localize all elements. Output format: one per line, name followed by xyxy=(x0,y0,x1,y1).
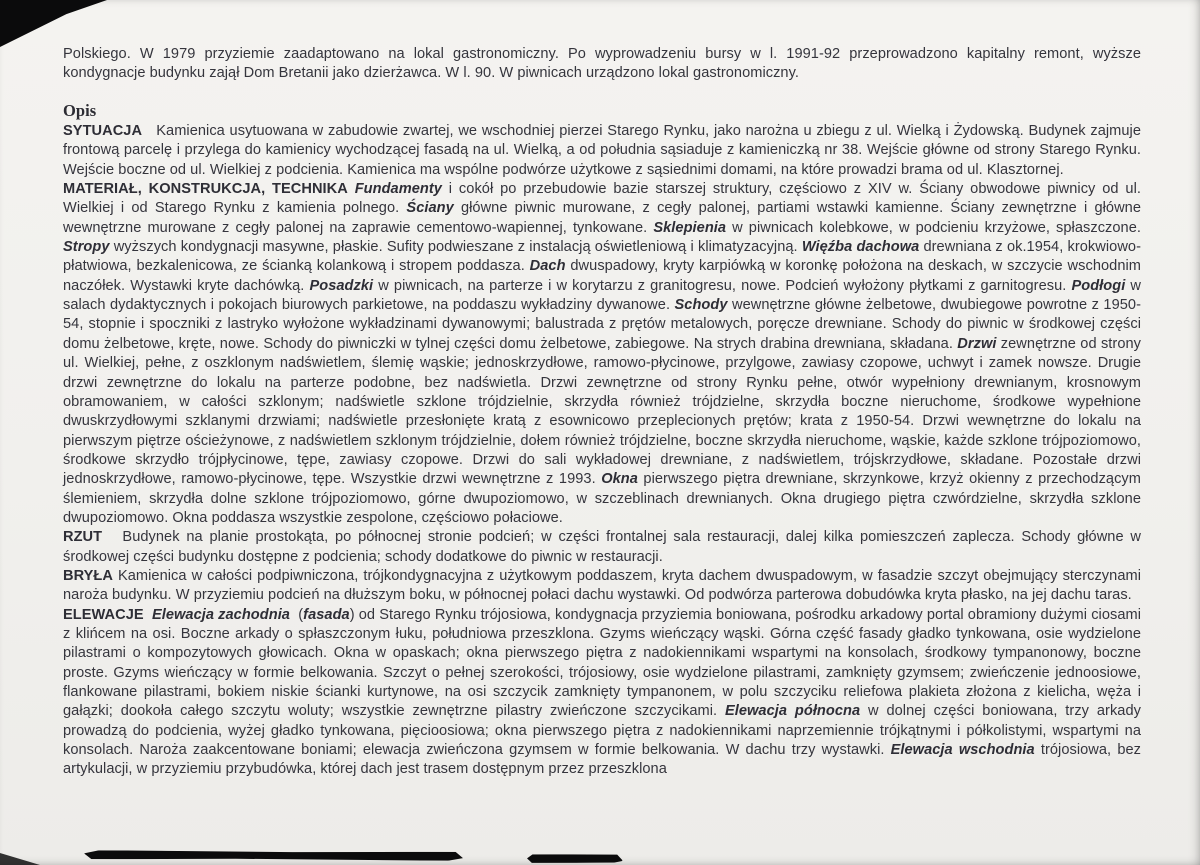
text-run: Stropy xyxy=(63,239,110,256)
sytuacja-paragraph xyxy=(63,122,1141,180)
text-run: MATERIAŁ, KONSTRUKCJA, TECHNIKA xyxy=(63,181,348,198)
text-run: Elewacja wschodnia xyxy=(890,742,1035,759)
text-run: w piwnicach kolebkowe, w podcieniu krzyżowe, spłaszczone. xyxy=(726,219,1141,236)
text-run: Sklepienia xyxy=(653,219,727,236)
text-run: Budynek na planie prostokąta, po północnej stronie podcień; w części frontalnej sala restauracji, dalej kilka pomieszczeń zaplecza. Schody główne w środkowej części budynku dostępne z podcienia; schody dodatkowe do piwnic w restauracji. xyxy=(63,529,1141,565)
text-run: Drzwi xyxy=(957,335,997,352)
text-run: SYTUACJA xyxy=(63,123,143,140)
text-run: wyższych kondygnacji masywne, płaskie. Sufity podwieszane z instalacją oświetleniową i klimatyzacyjną. xyxy=(109,239,802,256)
text-run: Podłogi xyxy=(1071,277,1126,294)
rzut-paragraph xyxy=(63,528,1141,567)
text-run: trójosiowa, bez artykulacji, w przyziemiu przybudówka, której dach jest trasem dostępnym przez przeszklona xyxy=(63,742,1141,778)
text-run: drewniana z ok.1954, krokwiowo-płatwiowa, bezkalenicowa, ze ścianką kolankową i stropem poddasza. xyxy=(63,239,1141,275)
bryla-paragraph xyxy=(63,567,1141,606)
text-run: Posadzki xyxy=(309,277,374,294)
text-run: Fundamenty xyxy=(354,181,442,198)
text-run xyxy=(144,607,152,623)
text-run: główne piwnic murowane, z cegły palonej, partiami wstawki kamienne. Ściany zewnętrzne i główne wewnętrzne murowane z cegły palonej na zaprawie cementowo-wapiennej, tynkowane. xyxy=(63,200,1141,236)
scan-artifact-bottom-streak-long xyxy=(84,850,463,861)
text-run: BRYŁA xyxy=(63,567,113,584)
text-run: Okna xyxy=(601,471,638,488)
opis-heading: Opis xyxy=(63,100,97,120)
text-run: i cokół po przebudowie bazie starszej struktury, częściowo z XIV w. Ściany obwodowe piwnicy od ul. Wielkiej i od Starego Rynku z kamienia polnego. xyxy=(63,181,1141,217)
scan-artifact-corner xyxy=(0,0,107,47)
text-run: ELEWACJE xyxy=(63,606,144,623)
text-run: Schody xyxy=(674,297,728,314)
text-run: ) od Starego Rynku trójosiowa, kondygnacja przyziemia boniowana, pośrodku arkadowy portal obramiony dużymi ciosami z klińcem na osi. Boczne arkady o spłaszczonym łuku, południowa przeszklona. Gzyms wieńczący wąski. Górna część fasady gładko tynkowana, osie wydzielone pilastrami o kompozytowych głowicach. Okna w opaskach; okna pierwszego piętra z nadokiennikami wspartymi na konsolach, środkowy tympanonowy, boczne proste. Gzyms wieńczący w formie belkowania. Szczyt o pełnej szerokości, trójosiowy, osie wydzielone pilastrami, zamknięty gzymsem; zwieńczenie jednoosiowe, flankowane pilastrami, bokiem niskie ścianki kurtynowe, na osi szczycik zamknięty tympanonem, w polu szczyciku reliefowa plakieta złożona z kielicha, węża i gałązki; dookoła całego szczytu woluty; wszystkie zewnętrzne pilastry zwieńczone szczycikami. xyxy=(63,606,1142,720)
text-run: dwuspadowy, kryty karpiówką w koronkę położona na deskach, w szczycie wschodnim naczółek. Wystawki kryte dachówką. xyxy=(63,258,1141,294)
text-run: Polskiego. W 1979 przyziemie zaadaptowano na lokal gastronomiczny. Po wyprowadzeniu bursy w l. 1991-92 przeprowadzono kapitalny remont, wyższe kondygnacje budynku zajął Dom Bretanii jako dzierżawca. W l. 90. W piwnicach urządzono lokal gastronomiczny. xyxy=(63,46,1141,82)
text-run: fasada xyxy=(303,606,350,623)
material-konstrukcja-technika-paragraph xyxy=(63,180,1141,528)
text-run: Elewacja północna xyxy=(724,703,861,720)
text-run: wewnętrzne główne żelbetowe, dwubiegowe powrotne z 1950-54, stopnie i spoczniki z lastryko wyłożone wykładzinami dywanowymi; balustrada z prętów metalowych, poręcze drewniane. Schody do piwnic w środkowej części domu żelbetowe, kręte, nowe. Schody do piwniczki w tylnej części domu żelbetowe, zabiegowe. Na strych drabina drewniana, składana. xyxy=(63,297,1141,352)
text-run: ( xyxy=(289,606,304,623)
text-run: Ściany xyxy=(406,200,454,217)
text-run: Kamienica usytuowana w zabudowie zwartej, we wschodniej pierzei Starego Rynku, jako narożna u zbiegu z ul. Wielką i Żydowską. Budynek zajmuje frontową parcelę i przylega do kamienicy wychodzącej fasadą na ul. Wielką, a od południa sąsiaduje z kamieniczką nr 38. Wejście główne od strony Starego Rynku. Wejście boczne od ul. Wielkiej z podcienia. Kamienica ma wspólne podwórze użytkowe z sąsiednimi domami, na które prowadzi brama od ul. Klasztornej. xyxy=(63,123,1141,178)
text-run: w piwnicach, na parterze i w korytarzu z granitogresu, nowe. Podcień wyłożony płytkami z garnitogresu. xyxy=(373,277,1072,294)
text-run: w salach dydaktycznych i pokojach biurowych parkietowe, na poddaszu wykładziny dywanowe. xyxy=(63,277,1141,314)
intro-continuation-paragraph xyxy=(63,45,1141,84)
text-run: w dolnej części boniowana, trzy arkady prowadzą do podcienia, wyżej gładko tynkowana, pięcioosiowa; okna pierwszego piętra z nadokiennikami naprzemiennie trójkątnymi i półkolistymi, wspartymi na konsolach. Naroża zaakcentowane boniami; elewacja zwieńczona gzymsem w formie belkowania. W dachu trzy wystawki. xyxy=(63,703,1141,759)
text-run: Elewacja zachodnia xyxy=(151,606,290,623)
elewacje-paragraph xyxy=(63,606,1141,780)
text-run: RZUT xyxy=(63,529,103,546)
text-run: zewnętrzne od strony ul. Wielkiej, pełne, z oszklonym nadświetlem, ślemię wąskie; jednoskrzydłowe, ramowo-płycinowe, przylgowe, zawiasy czopowe, uchwyt i zamek nowsze. Drugie drzwi zewnętrzne do lokalu na parterze podobne, bez nadświetla. Drzwi zewnętrzne od strony Rynku pełne, otwór wypełniony drewnianym, krosnowym obramowaniem, w całości szklonym; nadświetle szklone trójdzielnie, skrzydła również trójdzielne, skrzydła boczne nieruchome, środkowe wypełnione dwuskrzydłowymi szklanymi drzwiami; nadświetle przesłonięte kratą z esownicowo przeplecionych prętów; krata z 1950-54. Drzwi wewnętrzne do lokalu na pierwszym piętrze ościeżynowe, z nadświetlem szklonym trójdzielnie, dołem również trójdzielne, boczne skrzydła nieruchome, wąskie, każde szklone trójpoziomowo, środkowe skrzydło trójpłycinowe, tępe, zawiasy czopowe. Drzwi do sali wykładowej drewniane, z nadświetlem, trójskrzydłowe, składane. Pozostałe drzwi jednoskrzydłowe, ramowo-płycinowe, tępe. Wszystkie drzwi wewnętrzne z 1993. xyxy=(63,335,1141,488)
text-run: Kamienica w całości podpiwniczona, trójkondygnacyjna z użytkowym poddaszem, kryta dachem dwuspadowym, w fasadzie szczyt obejmujący sterczynami naroża budynku. W przyziemiu podcień na dłuższym boku, w północnej połaci dachu wystawki. Od podwórza parterowa dobudówka kryta płasko, na jej dachu taras. xyxy=(63,567,1141,604)
text-run xyxy=(348,181,355,197)
document-body xyxy=(63,45,1141,780)
text-run: pierwszego piętra drewniane, skrzynkowe, krzyż okienny z przechodzącym ślemieniem, skrzydła dolne szklone trójpoziomowo, górne dwupoziomowo, w szczeblinach drewnianych. Okna drugiego piętra czwórdzielne, skrzydła szklone dwupoziomowo. Okna poddasza wszystkie zespolone, częściowo połaciowe. xyxy=(63,471,1141,526)
scan-artifact-bottom-streak-short xyxy=(527,854,623,864)
text-run: Dach xyxy=(529,258,566,275)
scan-artifact-left-bottom-smudge xyxy=(0,845,40,865)
text-run: Więźba dachowa xyxy=(801,239,920,256)
